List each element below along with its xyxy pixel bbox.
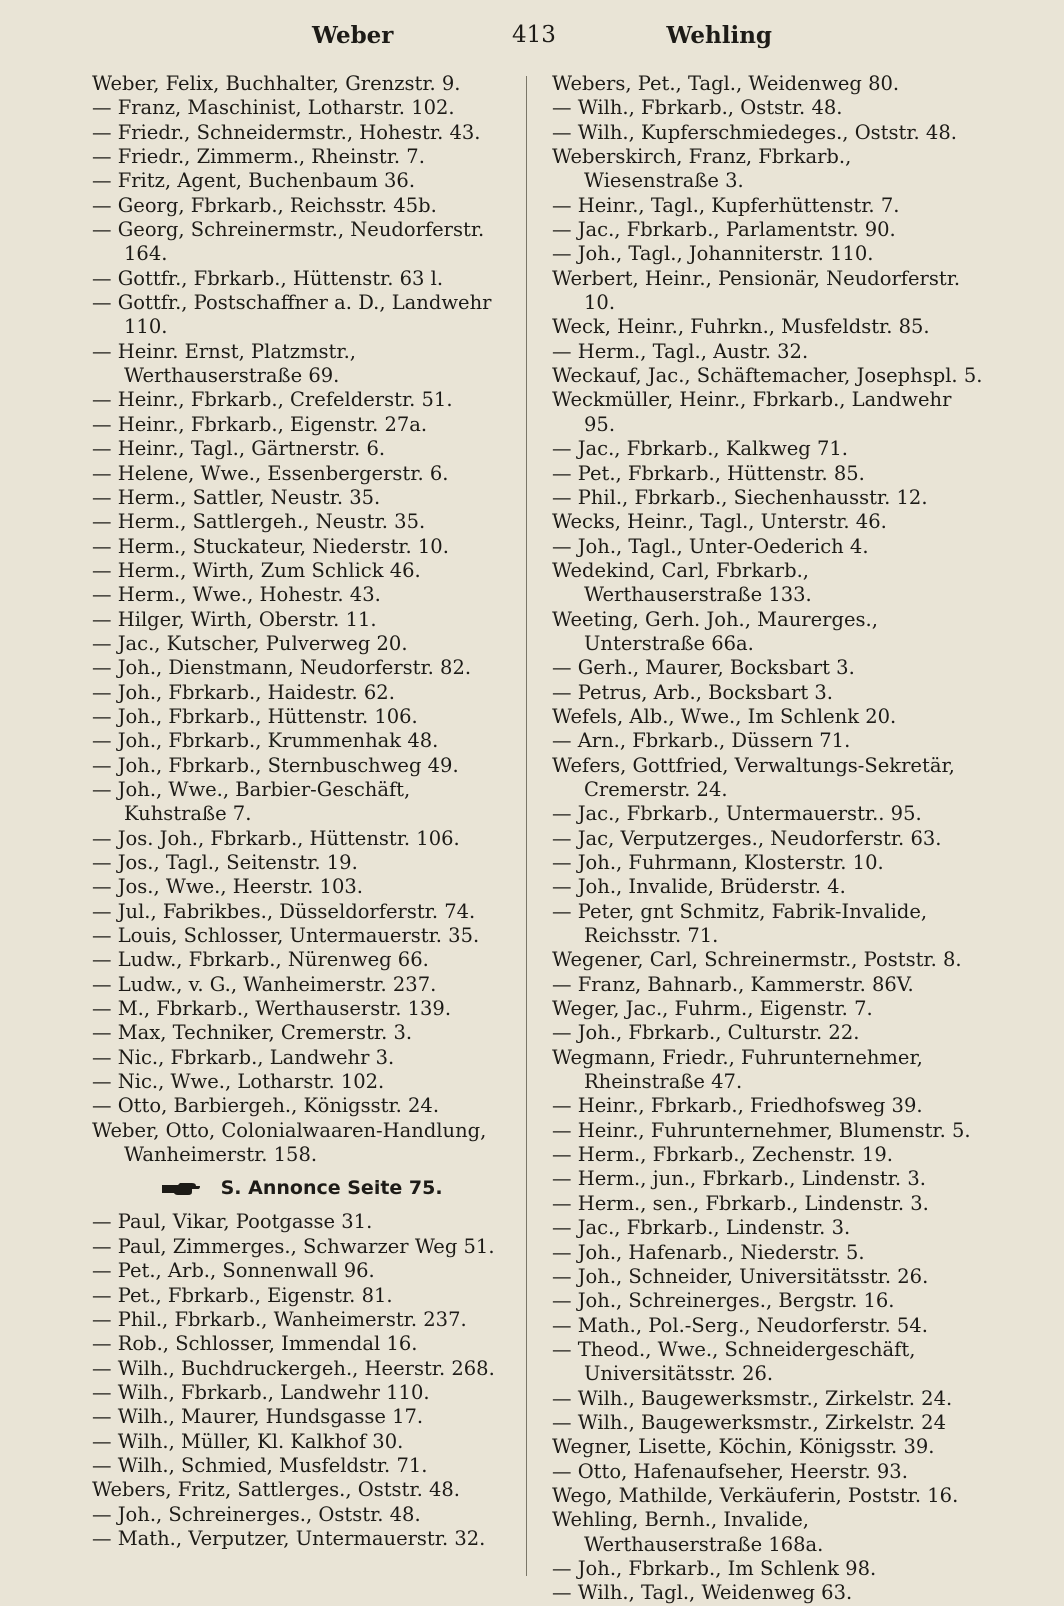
directory-entry: — Herm., Fbrkarb., Zechenstr. 19. xyxy=(552,1143,893,1167)
right-column xyxy=(552,72,984,1606)
right-entries xyxy=(552,72,984,1606)
directory-entry: — Joh., Fbrkarb., Krummenhak 48. xyxy=(92,729,439,753)
directory-entry: — Louis, Schlosser, Untermauerstr. 35. xyxy=(92,924,480,948)
directory-entry: — Joh., Fbrkarb., Sternbuschweg 49. xyxy=(92,753,459,777)
column-divider xyxy=(526,76,527,1576)
directory-entry: Wecks, Heinr., Tagl., Unterstr. 46. xyxy=(552,510,887,534)
directory-entry: Wedekind, Carl, Fbrkarb., Werthauserstraße 133. xyxy=(552,558,812,607)
directory-entry: — Max, Techniker, Cremerstr. 3. xyxy=(92,1021,413,1045)
directory-entry: — Helene, Wwe., Essenbergerstr. 6. xyxy=(92,461,449,485)
directory-entry: — Joh., Schreinerges., Bergstr. 16. xyxy=(552,1289,895,1313)
pointing-hand-icon xyxy=(162,1182,200,1196)
directory-entry: — Heinr. Ernst, Platzmstr., Werthauserstraße 69. xyxy=(92,339,356,388)
directory-entry: — Heinr., Fuhrunternehmer, Blumenstr. 5. xyxy=(552,1118,971,1142)
directory-entry: — Joh., Fbrkarb., Haidestr. 62. xyxy=(92,680,395,704)
directory-entry: — Jac., Fbrkarb., Kalkweg 71. xyxy=(552,437,849,461)
directory-entry: — Herm., jun., Fbrkarb., Lindenstr. 3. xyxy=(552,1167,926,1191)
directory-entry: — Friedr., Zimmerm., Rheinstr. 7. xyxy=(92,145,425,169)
directory-entry: — Georg, Fbrkarb., Reichsstr. 45b. xyxy=(92,193,437,217)
directory-entry: — Jos., Wwe., Heerstr. 103. xyxy=(92,875,363,899)
directory-entry: — Joh., Tagl., Johanniterstr. 110. xyxy=(552,242,874,266)
directory-entry: — Joh., Fbrkarb., Culturstr. 22. xyxy=(552,1021,860,1045)
directory-entry: — Ludw., v. G., Wanheimerstr. 237. xyxy=(92,972,437,996)
directory-entry: — Otto, Barbiergeh., Königsstr. 24. xyxy=(92,1094,440,1118)
directory-entry: — Gottfr., Postschaffner a. D., Landwehr 110. xyxy=(92,291,492,339)
directory-entry: — Georg, Schreinermstr., Neudorferstr. 164. xyxy=(92,218,485,266)
directory-entry: — Theod., Wwe., Schneidergeschäft, Universitätsstr. 26. xyxy=(552,1337,916,1386)
page-header xyxy=(92,22,772,56)
directory-entry: — Joh., Fbrkarb., Hüttenstr. 106. xyxy=(92,704,418,728)
directory-entry: — Phil., Fbrkarb., Wanheimerstr. 237. xyxy=(92,1307,467,1331)
directory-entry: Wegner, Lisette, Köchin, Königsstr. 39. xyxy=(552,1435,935,1459)
directory-entry: — Math., Pol.-Serg., Neudorferstr. 54. xyxy=(552,1313,928,1337)
directory-entry: — Jac., Fbrkarb., Untermauerstr.. 95. xyxy=(552,802,922,826)
directory-entry: — Otto, Hafenaufseher, Heerstr. 93. xyxy=(552,1459,908,1483)
directory-entry: — Herm., Tagl., Austr. 32. xyxy=(552,339,809,363)
directory-entry: — Joh., Hafenarb., Niederstr. 5. xyxy=(552,1240,865,1264)
directory-entry: — Joh., Invalide, Brüderstr. 4. xyxy=(552,875,846,899)
directory-entry: Weck, Heinr., Fuhrkn., Musfeldstr. 85. xyxy=(552,315,930,339)
directory-entry: — Nic., Fbrkarb., Landwehr 3. xyxy=(92,1045,395,1069)
directory-entry: — Wilh., Kupferschmiedeges., Oststr. 48. xyxy=(552,120,957,144)
directory-entry: — Franz, Maschinist, Lotharstr. 102. xyxy=(92,96,455,120)
directory-entry: Weber, Felix, Buchhalter, Grenzstr. 9. xyxy=(92,72,461,95)
directory-entry: — Gottfr., Fbrkarb., Hüttenstr. 63 l. xyxy=(92,266,444,290)
directory-entry: — Joh., Fbrkarb., Im Schlenk 98. xyxy=(552,1556,877,1580)
directory-entry: Weckauf, Jac., Schäftemacher, Josephspl. 5. xyxy=(552,364,983,388)
directory-entry: Wegener, Carl, Schreinermstr., Poststr. 8. xyxy=(552,948,962,972)
directory-entry: — Herm., Sattler, Neustr. 35. xyxy=(92,485,381,509)
directory-entry: — Pet., Arb., Sonnenwall 96. xyxy=(92,1259,375,1283)
directory-entry: Weckmüller, Heinr., Fbrkarb., Landwehr 95. xyxy=(552,388,952,436)
directory-entry: — Friedr., Schneidermstr., Hohestr. 43. xyxy=(92,120,481,144)
header-left-name: Weber xyxy=(312,22,394,49)
directory-entry: Webers, Fritz, Sattlerges., Oststr. 48. xyxy=(92,1478,460,1502)
annonce-note xyxy=(92,1175,517,1201)
directory-entry: — Herm., Wwe., Hohestr. 43. xyxy=(92,583,381,607)
left-column xyxy=(92,72,517,1551)
directory-entry: — Wilh., Maurer, Hundsgasse 17. xyxy=(92,1405,424,1429)
directory-entry: Wefels, Alb., Wwe., Im Schlenk 20. xyxy=(552,704,897,728)
directory-entry: — Joh., Schreinerges., Oststr. 48. xyxy=(92,1502,421,1526)
directory-entry: — Herm., Stuckateur, Niederstr. 10. xyxy=(92,534,449,558)
directory-entry: — Jos. Joh., Fbrkarb., Hüttenstr. 106. xyxy=(92,826,460,850)
directory-entry: — Joh., Schneider, Universitätsstr. 26. xyxy=(552,1264,929,1288)
directory-entry: — Fritz, Agent, Buchenbaum 36. xyxy=(92,169,416,193)
directory-entry: Weger, Jac., Fuhrm., Eigenstr. 7. xyxy=(552,997,873,1021)
directory-entry: Weberskirch, Franz, Fbrkarb., Wiesenstraße 3. xyxy=(552,145,852,193)
directory-entry: — Math., Verputzer, Untermauerstr. 32. xyxy=(92,1526,486,1550)
directory-entry: — Wilh., Baugewerksmstr., Zirkelstr. 24 xyxy=(552,1410,946,1434)
directory-entry: — Pet., Fbrkarb., Eigenstr. 81. xyxy=(92,1283,393,1307)
directory-entry: — Ludw., Fbrkarb., Nürenweg 66. xyxy=(92,948,429,972)
directory-entry: — Wilh., Fbrkarb., Landwehr 110. xyxy=(92,1380,430,1404)
directory-entry: Wehling, Bernh., Invalide, Werthauserstraße 168a. xyxy=(552,1508,824,1556)
directory-entry: — Paul, Zimmerges., Schwarzer Weg 51. xyxy=(92,1234,495,1258)
directory-entry: Weber, Otto, Colonialwaaren-Handlung, Wanheimerstr. 158. xyxy=(92,1118,487,1167)
directory-entry: — Heinr., Tagl., Kupferhüttenstr. 7. xyxy=(552,193,900,217)
directory-entry: — Hilger, Wirth, Oberstr. 11. xyxy=(92,607,377,631)
directory-entry: Wefers, Gottfried, Verwaltungs-Sekretär, Cremerstr. 24. xyxy=(552,753,955,801)
directory-entry: — Heinr., Fbrkarb., Eigenstr. 27a. xyxy=(92,412,428,436)
directory-entry: — Jac., Fbrkarb., Parlamentstr. 90. xyxy=(552,218,896,242)
directory-entry: — Jac., Fbrkarb., Lindenstr. 3. xyxy=(552,1216,851,1240)
directory-entry: — Wilh., Tagl., Weidenweg 63. xyxy=(552,1581,853,1605)
directory-entry: — Peter, gnt Schmitz, Fabrik-Invalide, Reichsstr. 71. xyxy=(552,899,928,948)
directory-entry: — Arn., Fbrkarb., Düssern 71. xyxy=(552,729,851,753)
directory-entry: — Franz, Bahnarb., Kammerstr. 86V. xyxy=(552,972,914,996)
page-number: 413 xyxy=(512,22,556,48)
directory-entry: — Heinr., Tagl., Gärtnerstr. 6. xyxy=(92,437,386,461)
directory-entry: — Wilh., Fbrkarb., Oststr. 48. xyxy=(552,96,843,120)
directory-entry: Wegmann, Friedr., Fuhrunternehmer, Rheinstraße 47. xyxy=(552,1045,923,1094)
directory-entry: — Pet., Fbrkarb., Hüttenstr. 85. xyxy=(552,461,865,485)
directory-entry: — Heinr., Fbrkarb., Crefelderstr. 51. xyxy=(92,388,453,412)
directory-entry: — Wilh., Müller, Kl. Kalkhof 30. xyxy=(92,1429,404,1453)
directory-entry: — Joh., Tagl., Unter-Oederich 4. xyxy=(552,534,869,558)
directory-entry: — Petrus, Arb., Bocksbart 3. xyxy=(552,680,833,704)
directory-entry: — Herm., Sattlergeh., Neustr. 35. xyxy=(92,510,426,534)
directory-entry: — Joh., Dienstmann, Neudorferstr. 82. xyxy=(92,656,472,680)
directory-entry: — Wilh., Baugewerksmstr., Zirkelstr. 24. xyxy=(552,1386,953,1410)
directory-entry: — Joh., Fuhrmann, Klosterstr. 10. xyxy=(552,851,884,874)
directory-entry: Werbert, Heinr., Pensionär, Neudorferstr. 10. xyxy=(552,266,961,315)
header-right-name: Wehling xyxy=(666,22,772,49)
directory-entry: — Jac., Kutscher, Pulverweg 20. xyxy=(92,631,408,655)
directory-entry: Webers, Pet., Tagl., Weidenweg 80. xyxy=(552,72,900,95)
directory-entry: — Nic., Wwe., Lotharstr. 102. xyxy=(92,1070,385,1094)
directory-entry: — Herm., sen., Fbrkarb., Lindenstr. 3. xyxy=(552,1191,929,1215)
directory-entry: — Jac, Verputzerges., Neudorferstr. 63. xyxy=(552,826,942,850)
directory-entry: — Rob., Schlosser, Immendal 16. xyxy=(92,1332,418,1356)
directory-entry: — Jul., Fabrikbes., Düsseldorferstr. 74. xyxy=(92,899,476,923)
directory-entry: — Phil., Fbrkarb., Siechenhausstr. 12. xyxy=(552,485,928,509)
directory-entry: — Joh., Wwe., Barbier-Geschäft, Kuhstraße 7. xyxy=(92,777,411,826)
directory-entry: — Wilh., Schmied, Musfeldstr. 71. xyxy=(92,1453,428,1477)
directory-entry: — Heinr., Fbrkarb., Friedhofsweg 39. xyxy=(552,1094,923,1118)
directory-entry: Wego, Mathilde, Verkäuferin, Poststr. 16. xyxy=(552,1483,959,1507)
left-entries-after xyxy=(92,1210,517,1551)
annonce-text: S. Annonce Seite 75. xyxy=(220,1177,443,1200)
directory-entry: — Jos., Tagl., Seitenstr. 19. xyxy=(92,851,358,874)
left-entries xyxy=(92,72,517,1167)
directory-entry: — Paul, Vikar, Pootgasse 31. xyxy=(92,1210,373,1234)
directory-entry: Weeting, Gerh. Joh., Maurerges., Unterstraße 66a. xyxy=(552,607,878,655)
directory-entry: — Wilh., Buchdruckergeh., Heerstr. 268. xyxy=(92,1356,495,1380)
directory-entry: — Herm., Wirth, Zum Schlick 46. xyxy=(92,558,421,582)
directory-entry: — M., Fbrkarb., Werthauserstr. 139. xyxy=(92,997,452,1021)
directory-entry: — Gerh., Maurer, Bocksbart 3. xyxy=(552,656,855,680)
